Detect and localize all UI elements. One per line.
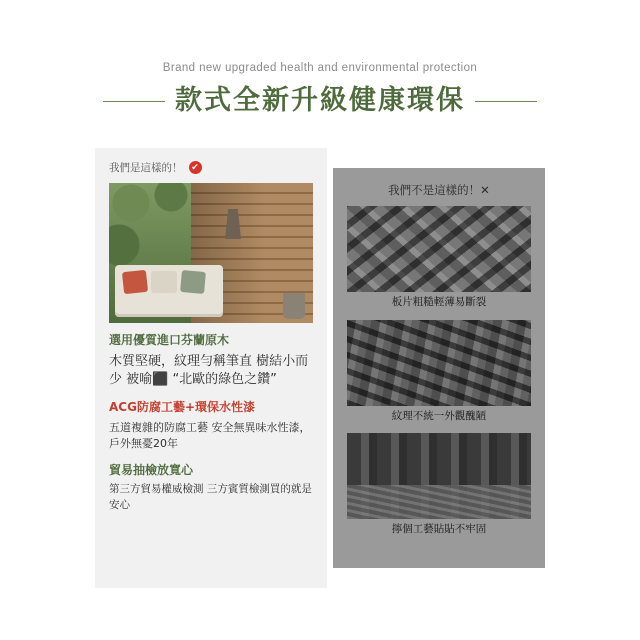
negative-item — [347, 206, 531, 312]
negative-item — [347, 320, 531, 426]
subtitle-english: Brand new upgraded health and environmental protection — [162, 62, 478, 74]
defect-caption: 擰個工藝貼貼不牢固 — [391, 523, 487, 536]
feature-section — [109, 400, 313, 453]
defect-photo-cracked-boards — [347, 206, 531, 292]
positive-heading-label: 我們是這樣的！ — [109, 162, 183, 174]
defect-photo-uneven-grain — [347, 320, 531, 406]
negative-comparison-panel — [333, 168, 545, 568]
positive-panel-heading — [109, 160, 313, 175]
positive-comparison-panel — [95, 148, 327, 588]
feature-section — [109, 463, 313, 513]
feature-body: 五道複雜的防腐工藝 安全無異味水性漆，戶外無憂20年 — [109, 420, 311, 451]
photo-cushion-red — [122, 270, 148, 294]
title-rule-left — [103, 101, 165, 102]
feature-body: 第三方貿易權威檢測 三方賓質檢測買的就是安心 — [109, 483, 312, 511]
feature-section — [109, 333, 313, 390]
check-icon: ✔ — [189, 161, 202, 174]
photo-plant-pot — [283, 293, 305, 319]
header — [0, 62, 640, 116]
negative-item — [347, 433, 531, 539]
feature-heading: ACG防腐工藝+環保水性漆 — [109, 400, 255, 415]
page-title: 款式全新升級健康環保 — [175, 85, 465, 116]
defect-caption: 紋理不統一外觀醜陋 — [391, 409, 487, 422]
hero-photo-wood-fence-patio — [109, 183, 313, 323]
photo-cushion-green — [180, 270, 206, 294]
feature-heading: 選用優質進口芬蘭原木 — [109, 333, 230, 347]
feature-heading: 貿易抽檢放寬心 — [109, 462, 194, 477]
photo-cushion-white — [151, 271, 177, 293]
feature-body: 木質堅硬，紋理勻稱筆直 樹結小而少 被喻⬛ “北歐的綠色之鑽” — [109, 353, 309, 388]
defect-photo-loose-joint — [347, 433, 531, 519]
defect-caption: 板片粗糙輕薄易斷裂 — [391, 296, 487, 308]
title-rule-right — [475, 101, 537, 102]
negative-panel-heading: 我們不是這樣的！✕ — [388, 183, 490, 197]
title-block — [159, 86, 481, 116]
